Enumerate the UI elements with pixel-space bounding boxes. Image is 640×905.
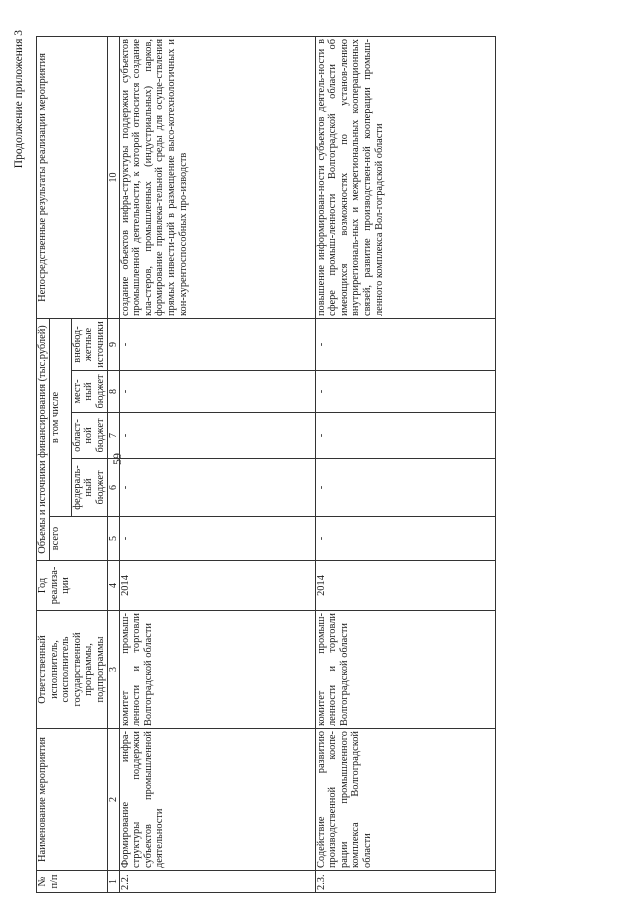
row-name: Формирование инфра-структуры поддержки субъектов промышленной деятельности [119, 729, 315, 871]
row-offbudget: - [119, 319, 315, 371]
row-results: повышение информирован-ности субъектов деятель-ности в сфере промыш-ленности Волгоградской области об имеющихся возможностях по установ-лению внутрирегиональ-ных и межрегиональных кооперационных связей, развитие производствен-ной кооперации промыш-ленного комплекса Вол-гоградской области [315, 37, 495, 319]
column-number: 1 [107, 871, 119, 893]
header-offbudget: внебюд-жетные источники [71, 319, 107, 371]
row-regional: - [315, 413, 495, 459]
table-row [119, 37, 315, 893]
row-regional: - [119, 413, 315, 459]
page-number: 59 [110, 453, 124, 465]
header-num: № п/п [37, 871, 108, 893]
column-number: 10 [107, 37, 119, 319]
table-row [315, 37, 495, 893]
row-total: - [315, 517, 495, 561]
header-year: Год реализа-ции [37, 561, 108, 611]
row-total: - [119, 517, 315, 561]
header-local: мест-ный бюджет [71, 371, 107, 413]
header-results: Непосредственные результаты реализации мероприятия [37, 37, 108, 319]
header-including: в том числе [49, 319, 71, 517]
row-responsible: комитет промыш-ленности и торговли Волгоградской области [315, 611, 495, 729]
row-results: создание объектов инфра-структуры поддержки субъектов промышленной деятельности, к которой относится создание кла-стеров, промышленных (индустриальных) парков, формирование привлека-тельной среды для осуще-ствления прямых инвести-ций в размещение высо-котехнологичных и кон-курентоспособных про-изводств [119, 37, 315, 319]
header-name: Наименование мероприятия [37, 729, 108, 871]
row-local: - [315, 371, 495, 413]
row-year: 2014 [119, 561, 315, 611]
column-number: 4 [107, 561, 119, 611]
row-name: Содействие развитию производственной коопе-рации промышленного комплекса Волгоградской области [315, 729, 495, 871]
column-number-row [107, 37, 119, 893]
column-number: 5 [107, 517, 119, 561]
row-year: 2014 [315, 561, 495, 611]
row-federal: - [315, 459, 495, 517]
column-number: 3 [107, 611, 119, 729]
column-number: 8 [107, 371, 119, 413]
header-responsible: Ответственный исполнитель, соисполнитель государственной программы, подпрограммы [37, 611, 108, 729]
row-num: 2.3. [315, 871, 495, 893]
row-federal: - [119, 459, 315, 517]
header-federal: федераль-ный бюджет [71, 459, 107, 517]
column-number: 6 [107, 459, 119, 517]
column-number: 7 [107, 413, 119, 459]
header-regional: област-ной бюджет [71, 413, 107, 459]
row-offbudget: - [315, 319, 495, 371]
header-row-1 [37, 37, 50, 893]
header-total: всего [49, 517, 107, 561]
header-financing: Объемы и источники финансирования (тыс.рублей) [37, 319, 50, 561]
row-local: - [119, 371, 315, 413]
column-number: 9 [107, 319, 119, 371]
row-num: 2.2. [119, 871, 315, 893]
financing-table [36, 36, 496, 893]
column-number: 2 [107, 729, 119, 871]
appendix-label: Продолжение приложения 3 [13, 30, 25, 169]
row-responsible: комитет промыш-ленности и торговли Волгоградской области [119, 611, 315, 729]
